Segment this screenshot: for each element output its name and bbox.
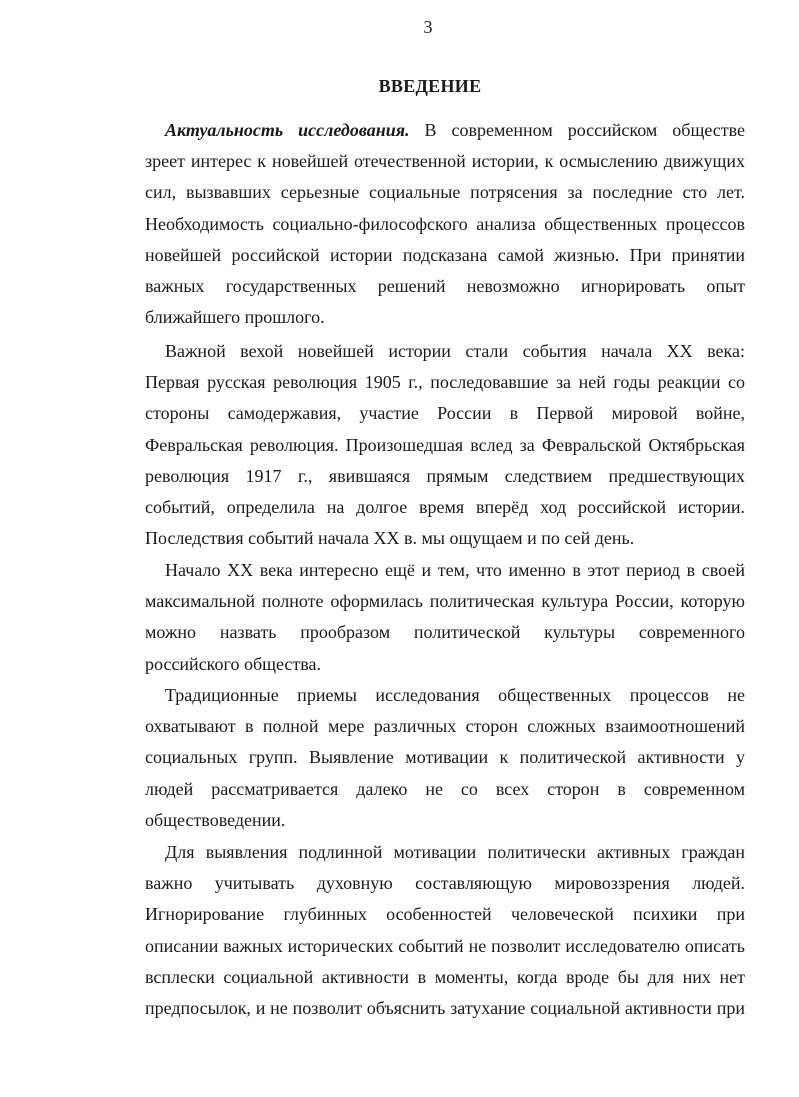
text-line: максимальной полноте оформилась политическая культура России, которую [145, 591, 745, 612]
text-line: людей рассматривается далеко не со всех сторон в современном [145, 778, 745, 799]
text-line: Начало XX века интересно ещё и тем, что именно в этот период в своей [165, 560, 745, 580]
text-line: Актуальность исследования. В современном российском обществе [165, 120, 745, 140]
text-line: событий, определила на долгое время вперёд ход российской истории. [145, 497, 745, 517]
text-line: Игнорирование глубинных особенностей человеческой психики при [145, 904, 745, 925]
text-line: обществоведении. [145, 809, 286, 830]
text-line: важных государственных решений невозможно игнорировать опыт [145, 276, 745, 296]
text-line: российского общества. [145, 653, 322, 674]
text-line: можно назвать прообразом политической культуры современного [145, 622, 745, 643]
text-line: всплески социальной активности в моменты, когда вроде бы для них нет [145, 966, 745, 987]
text-line: описании важных исторических событий не позволит исследователю описать [145, 935, 745, 956]
text-line: сил, вызвавших серьезные социальные потрясения за последние сто лет. [145, 182, 745, 203]
section-title: ВВЕДЕНИЕ [378, 76, 482, 96]
text-line: революция 1917 г., явившаяся прямым следствием предшествующих [145, 465, 745, 486]
text-line: Важной вехой новейшей истории стали события начала XX века: [165, 341, 745, 361]
text-line: Для выявления подлинной мотивации политически активных граждан [165, 842, 745, 862]
text-line: предпосылок, и не позволит объяснить затухание социальной активности при [145, 998, 745, 1018]
text-line: важно учитывать духовную составляющую мировоззрения людей. [145, 873, 745, 894]
page-number: 3 [423, 17, 433, 37]
text-line: ближайшего прошлого. [145, 307, 325, 328]
text-line: Первая русская революция 1905 г., последовавшие за ней годы реакции со [145, 372, 745, 393]
text-line: охватывают в полной мере различных сторон сложных взаимоотношений [145, 716, 745, 737]
text-line: социальных групп. Выявление мотивации к политической активности у [145, 747, 745, 768]
text-line: стороны самодержавия, участие России в Первой мировой войне, [145, 403, 745, 424]
text-line: Февральская революция. Произошедшая вслед за Февральской Октябрьская [145, 434, 745, 455]
text-line: Традиционные приемы исследования общественных процессов не [165, 685, 745, 705]
text-line: Последствия событий начала XX в. мы ощущаем и по сей день. [145, 528, 635, 549]
text-line: Необходимость социально-философского анализа общественных процессов [145, 213, 745, 234]
text-line: новейшей российской истории подсказана самой жизнью. При принятии [145, 244, 745, 265]
text-line: зреет интерес к новейшей отечественной истории, к осмыслению движущих [145, 151, 745, 172]
paragraph-lead: Актуальность исследования. [165, 120, 410, 140]
